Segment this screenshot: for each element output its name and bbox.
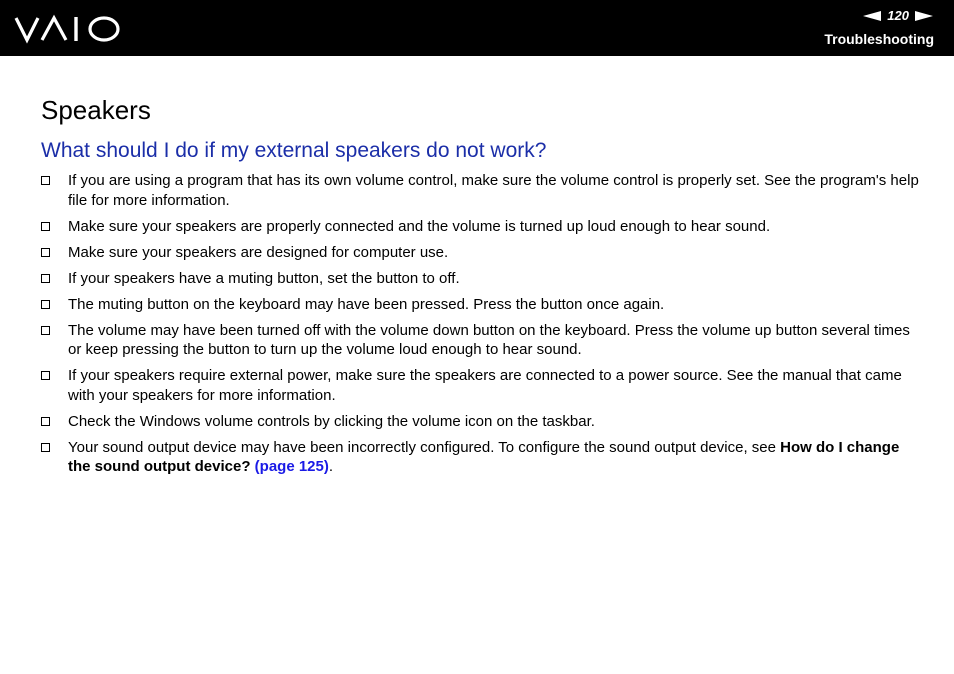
list-item bbox=[41, 171, 921, 210]
checkbox-bullet-icon bbox=[41, 274, 50, 283]
list-item-text: Your sound output device may have been incorrectly configured. To configure the sound output device, see bbox=[68, 438, 781, 456]
sentence-end: . bbox=[328, 458, 334, 475]
page-number: 120 bbox=[887, 8, 909, 23]
list-item-text: The muting button on the keyboard may have been pressed. Press the button once again. bbox=[68, 295, 665, 313]
list-item-text: If your speakers have a muting button, set the button to off. bbox=[68, 269, 460, 287]
list-item-text: Make sure your speakers are properly connected and the volume is turned up loud enough to hear sound. bbox=[68, 217, 771, 235]
list-item bbox=[41, 412, 921, 432]
list-item-text: If you are using a program that has its own volume control, make sure the volume control is properly set. See the program's help file for more information. bbox=[68, 172, 919, 209]
previous-page-arrow-icon[interactable] bbox=[863, 11, 881, 21]
checkbox-bullet-icon bbox=[41, 443, 50, 452]
section-label: Troubleshooting bbox=[824, 31, 934, 47]
checkbox-bullet-icon bbox=[41, 326, 50, 335]
list-item bbox=[41, 269, 921, 289]
header-bar bbox=[0, 0, 954, 56]
checkbox-bullet-icon bbox=[41, 371, 50, 380]
cross-reference-title: How do I change the sound output device? bbox=[68, 438, 900, 475]
list-item-text: If your speakers require external power, make sure the speakers are connected to a power source. See the manual that came with your speakers for more information. bbox=[68, 367, 902, 404]
checkbox-bullet-icon bbox=[41, 176, 50, 185]
page-title: Speakers bbox=[41, 95, 151, 125]
list-item bbox=[41, 366, 921, 405]
list-item bbox=[41, 243, 921, 263]
checkbox-bullet-icon bbox=[41, 248, 50, 257]
page-125-link[interactable]: (page 125) bbox=[254, 458, 329, 475]
page-navigator bbox=[863, 8, 933, 23]
list-item-text: The volume may have been turned off with the volume down button on the keyboard. Press the volume up button several times or keep pressing the button to turn up the volume loud enough to hear sound. bbox=[68, 321, 910, 358]
checkbox-bullet-icon bbox=[41, 222, 50, 231]
list-item-text: Make sure your speakers are designed for computer use. bbox=[68, 243, 449, 261]
next-page-arrow-icon[interactable] bbox=[915, 11, 933, 21]
list-item bbox=[41, 295, 921, 315]
vaio-logo bbox=[14, 14, 122, 44]
checkbox-bullet-icon bbox=[41, 300, 50, 309]
question-heading: What should I do if my external speakers do not work? bbox=[41, 139, 547, 162]
checkbox-bullet-icon bbox=[41, 417, 50, 426]
list-item bbox=[41, 438, 921, 477]
list-item bbox=[41, 217, 921, 237]
checklist bbox=[41, 171, 921, 483]
list-item-text: Check the Windows volume controls by clicking the volume icon on the taskbar. bbox=[68, 412, 595, 430]
list-item bbox=[41, 321, 921, 360]
